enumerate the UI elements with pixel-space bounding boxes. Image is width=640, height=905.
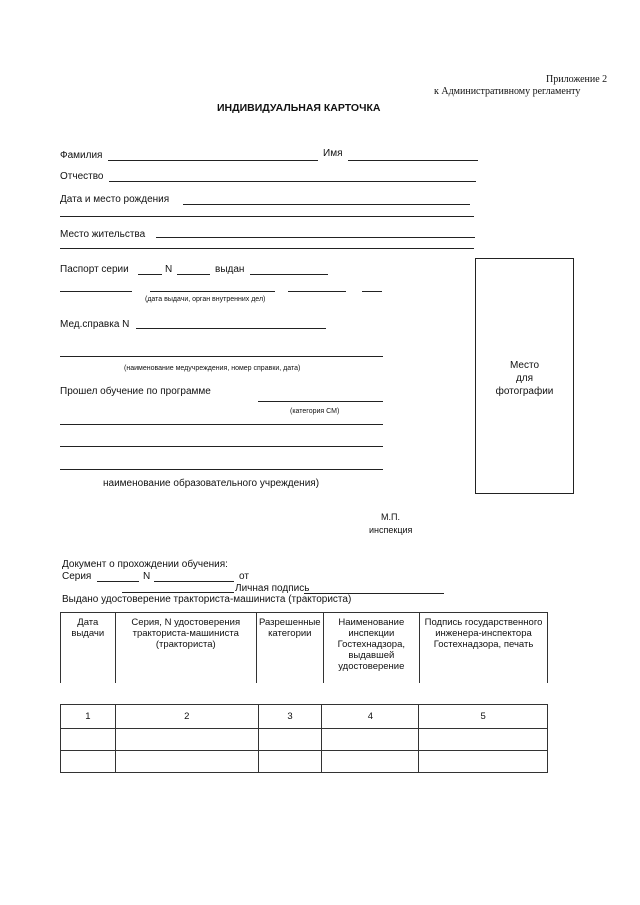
passport-authority-field-3[interactable] [362,291,382,292]
patronymic-label: Отчество [60,171,104,182]
table-cell[interactable] [258,729,322,751]
signature-label: Личная подпись [235,583,310,594]
table-cell[interactable] [419,751,548,773]
passport-authority-field[interactable] [150,291,275,292]
table-cell[interactable] [322,751,419,773]
birth-label: Дата и место рождения [60,194,170,205]
license-header-table [60,612,548,683]
passport-series-label: Паспорт серии [60,264,129,275]
program-field[interactable] [60,424,383,425]
table-row [61,751,548,773]
category-hint: (категория СМ) [290,408,340,415]
document-number-field[interactable] [154,581,234,582]
passport-issued-field[interactable] [250,274,328,275]
surname-label: Фамилия [60,150,103,161]
document-series-label: Серия [62,571,92,582]
photo-line-2: для [515,373,534,384]
license-entries-table [60,704,548,773]
name-label: Имя [323,148,343,159]
table-cell[interactable] [115,729,258,751]
table-row [61,729,548,751]
header-license-number: Серия, N удостоверения тракториста-машиниста (тракториста) [115,613,256,683]
table-cell[interactable] [419,729,548,751]
header-inspection-name: Наименование инспекции Гостехнадзора, выдавшей удостоверение [323,613,419,683]
medical-number-field[interactable] [136,328,326,329]
regulation-label: к Административному регламенту [434,86,581,97]
passport-number-field[interactable] [177,274,210,275]
table-cell[interactable] [258,751,322,773]
passport-n-label: N [165,264,173,275]
license-issued-label: Выдано удостоверение тракториста-машиниста (тракториста) [62,594,352,605]
medical-hint: (наименование медучреждения, номер справки, дата) [124,365,301,372]
page-title: ИНДИВИДУАЛЬНАЯ КАРТОЧКА [217,102,381,114]
training-label: Прошел обучение по программе [60,386,211,397]
header-categories: Разрешенные категории [256,613,323,683]
header-issue-date: Дата выдачи [61,613,116,683]
program-field-line2[interactable] [60,446,383,447]
column-number-5: 5 [419,705,548,729]
document-series-field[interactable] [97,581,139,582]
medical-label: Мед.справка N [60,319,130,330]
birth-field[interactable] [183,204,470,205]
name-field[interactable] [348,160,478,161]
school-field[interactable] [60,469,383,470]
passport-series-field[interactable] [138,274,162,275]
passport-hint: (дата выдачи, орган внутренних дел) [145,296,266,303]
table-cell[interactable] [115,751,258,773]
photo-line-3: фотографии [495,386,554,397]
school-hint: наименование образовательного учреждения) [103,478,320,489]
column-number-1: 1 [61,705,116,729]
passport-date-field[interactable] [60,291,132,292]
passport-issued-label: выдан [215,264,245,275]
passport-authority-field-2[interactable] [288,291,346,292]
birth-field-line2[interactable] [60,216,474,217]
stamp-inspection-label: инспекция [369,525,413,535]
residence-field-line2[interactable] [60,248,474,249]
table-cell[interactable] [322,729,419,751]
training-document-label: Документ о прохождении обучения: [62,559,228,570]
column-number-2: 2 [115,705,258,729]
medical-details-field[interactable] [60,356,383,357]
residence-field[interactable] [156,237,475,238]
column-number-3: 3 [258,705,322,729]
table-cell[interactable] [61,751,116,773]
patronymic-field[interactable] [109,181,476,182]
residence-label: Место жительства [60,229,146,240]
header-inspector-signature: Подпись государственного инженера-инспектора Гостехнадзора, печать [420,613,548,683]
surname-field[interactable] [108,160,318,161]
table-cell[interactable] [61,729,116,751]
document-date-field[interactable] [122,592,234,593]
photo-line-1: Место [509,360,540,371]
column-number-4: 4 [322,705,419,729]
stamp-mp-label: М.П. [381,512,400,522]
document-n-label: N [143,571,151,582]
category-field[interactable] [258,401,383,402]
appendix-label: Приложение 2 [546,74,608,85]
photo-placeholder [475,258,574,494]
document-from-label: от [239,571,249,582]
